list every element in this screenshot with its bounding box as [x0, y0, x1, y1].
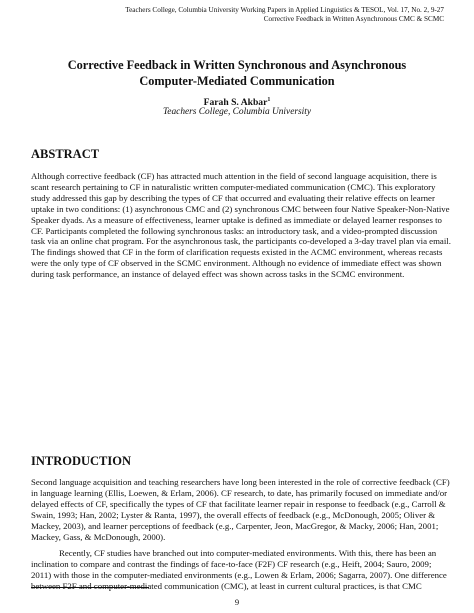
paper-title-line-2: Computer-Mediated Communication [139, 74, 335, 88]
introduction-paragraph-2: Recently, CF studies have branched out into computer-mediated environments. With this, there has been an inclination to compare and contrast the findings of face-to-face (F2F) CF research (e.g., Heift, 2004; Sauro, 2009; 2011) with those in the computer-mediated environments (e.g., Lowen & Erlam, 2006; Sagarra, 2007). One difference between F2F and computer-mediated communication (CMC), at least in current cultural practices, is that CMC [31, 548, 447, 591]
page-number: 9 [234, 597, 240, 607]
author-footnote-mark: 1 [267, 97, 271, 103]
paper-title [40, 57, 434, 89]
author-name: Farah S. Akbar [203, 97, 268, 109]
paper-title-line-1: Corrective Feedback in Written Synchronous and Asynchronous [67, 58, 407, 72]
running-header-short-title: Corrective Feedback in Written Asynchronous CMC & SCMC [263, 15, 444, 23]
introduction-paragraph-1: Second language acquisition and teaching researchers have long been interested in the role of corrective feedback (CF) in language learning (Ellis, Loewen, & Erlam, 2006). CF research, to date, has primarily focused on immediate and/or delayed effects of CF, specifically the types of CF that facilitate learner repair in response to feedback (e.g., Carroll & Swain, 1993; Han, 2002; Lyster & Ranta, 1997), the overall effects of feedback (e.g., McDonough, 2005; Oliver & Mackey, 2003), and learner perceptions of feedback (e.g., Carpenter, Jeon, MacGregor, & Macky, 2006; Han, 2001; Mackey, Gass, & McDonough, 2000). [31, 477, 450, 542]
introduction-heading: INTRODUCTION [31, 454, 132, 468]
abstract-text: Although corrective feedback (CF) has attracted much attention in the field of second language acquisition, there is scant research pertaining to CF in naturalistic written computer-mediated communication (CMC). This exploratory study addressed this gap by describing the types of CF that occurred and evaluating their relative effects on learner uptake in two conditions: (1) asynchronous CMC and (2) synchronous CMC between four Native Speaker-Non-Native Speaker dyads. As a measure of effectiveness, learner uptake is defined as immediate or delayed learner responses to CF. Participants completed the following synchronous tasks: an introductory task, and a video-prompted discussion task via an online chat program. For the asynchronous task, the participants co-developed a 3-day travel plan via email. The findings showed that CF in the form of clarification requests existed in the ACMC environment, whereas recasts were the only type of CF observed in the SCMC environment. Although no evidence of immediate effect was shown during task performance, an instance of delayed effect was shown across tasks in the SCMC environment. [31, 171, 451, 280]
running-header-journal: Teachers College, Columbia University Working Papers in Applied Linguistics & TESOL, Vol. 17, No. 2, 9-27 [125, 6, 444, 14]
abstract-heading: ABSTRACT [31, 147, 100, 161]
running-header [24, 6, 444, 24]
author-affiliation: Teachers College, Columbia University [162, 107, 312, 117]
footnote-rule [31, 587, 149, 588]
